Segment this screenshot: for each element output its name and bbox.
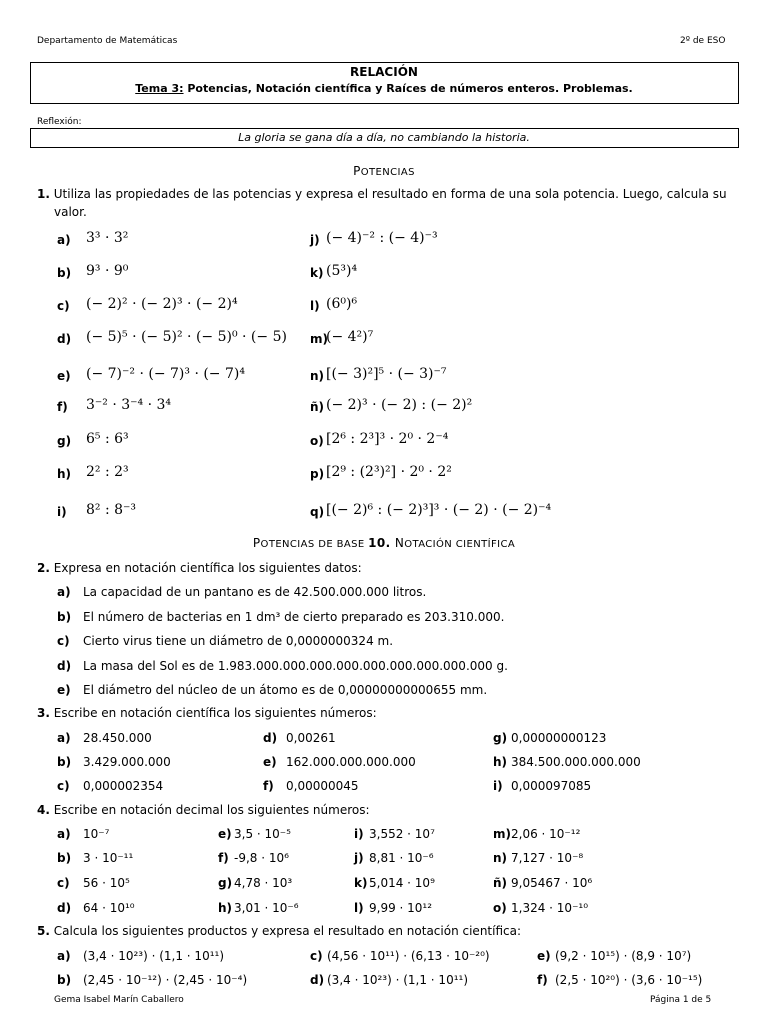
q2-item-text: El número de bacterias en 1 dm³ de cierto preparado es 203.310.000. [83, 610, 505, 624]
title-relacion: RELACIÓN [350, 65, 418, 79]
title-tema [0, 82, 768, 95]
q1-item-label: d) [57, 332, 72, 346]
q1-item-expression: 3⁻² · 3⁻⁴ · 3⁴ [86, 397, 172, 413]
q1-item-label: b) [57, 266, 72, 280]
q4-item-label: o) [493, 901, 507, 915]
reflexion-quote: La gloria se gana día a día, no cambiando la historia. [238, 131, 530, 144]
section-potencias-rest: OTENCIAS [360, 167, 415, 178]
q2-item-label: c) [57, 634, 70, 648]
q4-item-label: a) [57, 827, 71, 841]
q1-item-expression: [(− 3)²]⁵ · (− 3)⁻⁷ [326, 366, 447, 382]
q1-item-expression: (5³)⁴ [326, 263, 358, 279]
header-department: Departamento de Matemáticas [37, 36, 178, 46]
q4-item-label: k) [354, 876, 368, 890]
q4-item-value: 3,5 · 10⁻⁵ [234, 827, 291, 841]
q5-statement [37, 924, 521, 938]
q3-number: 3. [37, 706, 50, 720]
q4-item-value: 7,127 · 10⁻⁸ [511, 851, 584, 865]
q4-item-label: i) [354, 827, 364, 841]
q1-item-label: f) [57, 400, 68, 414]
q1-item-expression: (− 7)⁻² · (− 7)³ · (− 7)⁴ [86, 366, 245, 382]
q1-text-cont: valor. [54, 205, 87, 219]
q4-item-label: l) [354, 901, 364, 915]
q3-item-label: f) [263, 779, 274, 793]
q3-item-value: 0,00261 [286, 731, 336, 745]
q3-item-label: g) [493, 731, 508, 745]
q1-item-label: h) [57, 467, 72, 481]
q4-item-value: 9,05467 · 10⁶ [511, 876, 593, 890]
q3-item-value: 162.000.000.000.000 [286, 755, 416, 769]
q1-item-expression: (− 4)⁻² : (− 4)⁻³ [326, 230, 438, 246]
q1-text: Utiliza las propiedades de las potencias y expresa el resultado en forma de una sola potencia. Luego, calcula su [53, 187, 727, 201]
q1-item-expression: 8² : 8⁻³ [86, 502, 137, 518]
q5-item-value: (3,4 · 10²³) · (1,1 · 10¹¹) [327, 973, 469, 987]
q5-item-label: c) [310, 949, 323, 963]
q5-item-label: a) [57, 949, 71, 963]
q1-item-expression: 6⁵ : 6³ [86, 431, 129, 447]
q4-item-value: 8,81 · 10⁻⁶ [369, 851, 434, 865]
q1-item-label: i) [57, 505, 67, 519]
q3-item-label: a) [57, 731, 71, 745]
q4-item-value: 10⁻⁷ [83, 827, 110, 841]
q5-item-value: (2,45 · 10⁻¹²) · (2,45 · 10⁻⁴) [83, 973, 248, 987]
q1-item-expression: 9³ · 9⁰ [86, 263, 129, 279]
q2-item-label: e) [57, 683, 71, 697]
q1-item-label: k) [310, 266, 324, 280]
section-notacion-p4: N [390, 536, 405, 550]
q4-item-value: 1,324 · 10⁻¹⁰ [511, 901, 589, 915]
q3-item-value: 28.450.000 [83, 731, 152, 745]
footer-page: Página 1 de 5 [650, 995, 712, 1005]
footer-author: Gema Isabel Marín Caballero [54, 995, 184, 1005]
q1-item-label: c) [57, 299, 70, 313]
q3-item-label: e) [263, 755, 277, 769]
q4-item-value: 3,552 · 10⁷ [369, 827, 435, 841]
q1-item-expression: (− 2)³ · (− 2) : (− 2)² [326, 397, 473, 413]
q4-item-label: n) [493, 851, 508, 865]
section-notacion-p3: 10. [368, 536, 391, 550]
q4-text: Escribe en notación decimal los siguientes números: [53, 803, 370, 817]
q5-item-label: f) [537, 973, 548, 987]
q5-item-value: (4,56 · 10¹¹) · (6,13 · 10⁻²⁰) [327, 949, 490, 963]
q1-item-label: g) [57, 434, 72, 448]
q1-item-label: m) [310, 332, 328, 346]
header-course: 2º de ESO [680, 36, 726, 46]
q2-item-label: a) [57, 585, 71, 599]
q1-item-label: e) [57, 369, 71, 383]
q2-item-text: Cierto virus tiene un diámetro de 0,0000000324 m. [83, 634, 394, 648]
q5-item-value: (3,4 · 10²³) · (1,1 · 10¹¹) [83, 949, 225, 963]
q1-statement [37, 187, 727, 201]
q3-text: Escribe en notación científica los siguientes números: [53, 706, 377, 720]
q4-item-value: 2,06 · 10⁻¹² [511, 827, 581, 841]
q1-item-expression: (− 5)⁵ · (− 5)² · (− 5)⁰ · (− 5) [86, 329, 287, 345]
section-notacion-p1: P [252, 536, 261, 550]
q3-item-value: 0,000097085 [511, 779, 592, 793]
q1-item-expression: (− 2)² · (− 2)³ · (− 2)⁴ [86, 296, 238, 312]
q3-item-value: 0,00000000123 [511, 731, 607, 745]
reflexion-label: Reflexión: [37, 117, 82, 127]
q2-item-label: d) [57, 659, 72, 673]
q2-number: 2. [37, 561, 50, 575]
q4-item-label: b) [57, 851, 72, 865]
q2-text: Expresa en notación científica los siguientes datos: [53, 561, 362, 575]
q3-item-label: h) [493, 755, 508, 769]
q4-statement [37, 803, 370, 817]
q1-item-label: a) [57, 233, 71, 247]
q3-item-label: d) [263, 731, 278, 745]
q1-item-label: n) [310, 369, 325, 383]
q1-item-label: q) [310, 505, 325, 519]
q4-item-label: c) [57, 876, 70, 890]
q4-item-label: e) [218, 827, 232, 841]
q1-item-label: p) [310, 467, 325, 481]
q1-item-label: ñ) [310, 400, 325, 414]
q1-item-expression: [2⁹ : (2³)²] · 2⁰ · 2² [326, 464, 452, 480]
section-notacion-heading [0, 536, 768, 550]
q1-number: 1. [37, 187, 50, 201]
q4-item-label: m) [493, 827, 511, 841]
q2-item-label: b) [57, 610, 72, 624]
q3-item-value: 3.429.000.000 [83, 755, 171, 769]
q1-item-expression: (− 4²)⁷ [326, 329, 374, 345]
q5-item-label: e) [537, 949, 551, 963]
q4-item-value: 3,01 · 10⁻⁶ [234, 901, 299, 915]
q4-item-label: d) [57, 901, 72, 915]
q3-statement [37, 706, 377, 720]
q1-item-label: j) [310, 233, 320, 247]
q2-item-text: La masa del Sol es de 1.983.000.000.000.000.000.000.000.000.000 g. [83, 659, 508, 673]
q4-item-label: g) [218, 876, 233, 890]
q4-item-value: 56 · 10⁵ [83, 876, 130, 890]
q4-item-label: f) [218, 851, 229, 865]
q5-item-value: (9,2 · 10¹⁵) · (8,9 · 10⁷) [555, 949, 692, 963]
q4-number: 4. [37, 803, 50, 817]
q1-item-expression: [2⁶ : 2³]³ · 2⁰ · 2⁻⁴ [326, 431, 449, 447]
q3-item-label: b) [57, 755, 72, 769]
title-tema-text: Potencias, Notación científica y Raíces de números enteros. Problemas. [183, 82, 633, 95]
q2-item-text: La capacidad de un pantano es de 42.500.000.000 litros. [83, 585, 427, 599]
q5-item-label: d) [310, 973, 325, 987]
q4-item-value: 4,78 · 10³ [234, 876, 293, 890]
q1-item-expression: 3³ · 3² [86, 230, 129, 246]
section-notacion-p2: OTENCIAS DE BASE [260, 539, 369, 550]
q1-item-expression: (6⁰)⁶ [326, 296, 358, 312]
section-potencias-initial: P [353, 164, 361, 178]
q4-item-value: 5,014 · 10⁹ [369, 876, 435, 890]
q2-item-text: El diámetro del núcleo de un átomo es de 0,00000000000655 mm. [83, 683, 488, 697]
q3-item-label: i) [493, 779, 503, 793]
section-notacion-p5: OTACIÓN CIENTÍFICA [404, 539, 516, 550]
q3-item-value: 0,00000045 [286, 779, 359, 793]
q3-item-value: 384.500.000.000.000 [511, 755, 641, 769]
q2-statement [37, 561, 362, 575]
q4-item-value: 9,99 · 10¹² [369, 901, 433, 915]
section-potencias-heading [0, 164, 768, 178]
q3-item-label: c) [57, 779, 70, 793]
q4-item-label: j) [354, 851, 364, 865]
q1-item-label: o) [310, 434, 324, 448]
q5-text: Calcula los siguientes productos y expresa el resultado en notación científica: [53, 924, 522, 938]
q5-item-label: b) [57, 973, 72, 987]
q1-item-expression: [(− 2)⁶ : (− 2)³]³ · (− 2) · (− 2)⁻⁴ [326, 502, 552, 518]
q3-item-value: 0,000002354 [83, 779, 164, 793]
q5-item-value: (2,5 · 10²⁰) · (3,6 · 10⁻¹⁵) [555, 973, 703, 987]
q4-item-label: ñ) [493, 876, 508, 890]
q4-item-value: 64 · 10¹⁰ [83, 901, 135, 915]
q1-item-label: l) [310, 299, 320, 313]
q5-number: 5. [37, 924, 50, 938]
q4-item-value: 3 · 10⁻¹¹ [83, 851, 134, 865]
q4-item-label: h) [218, 901, 233, 915]
title-tema-number: Tema 3: [135, 82, 184, 95]
q4-item-value: -9,8 · 10⁶ [234, 851, 289, 865]
q1-item-expression: 2² : 2³ [86, 464, 129, 480]
